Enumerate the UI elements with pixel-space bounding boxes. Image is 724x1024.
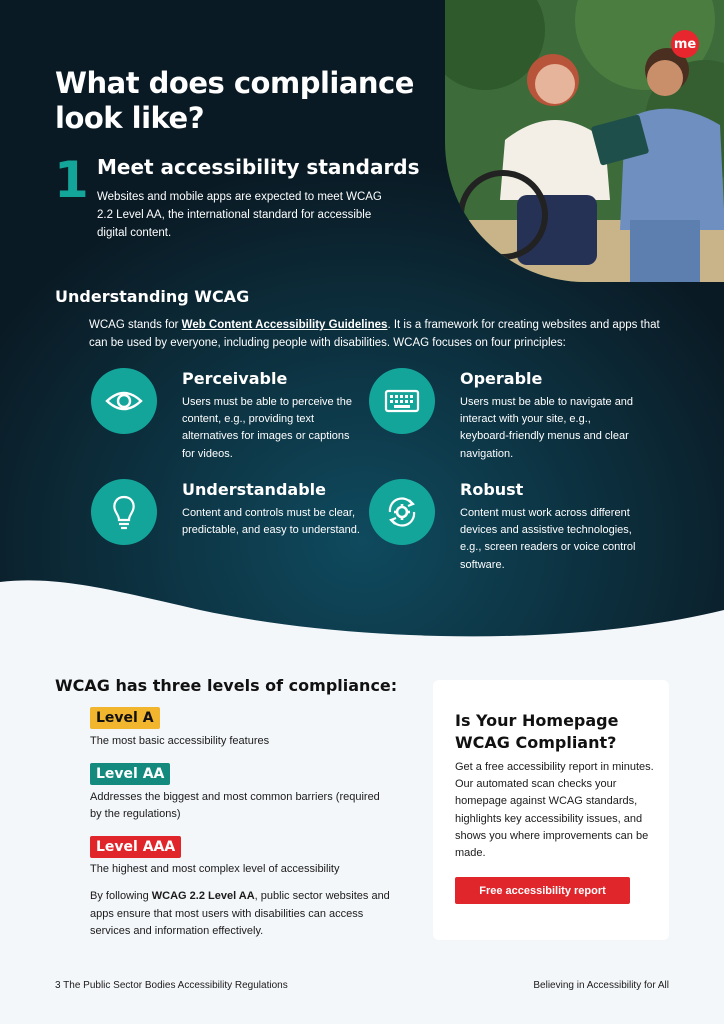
page-title: What does compliance look like? <box>55 66 414 135</box>
closing-suffix: , public sector websites and apps ensure that most users with disabilities can access services and information effectively. <box>90 890 390 937</box>
principle-title: Understandable <box>182 480 326 499</box>
eye-icon <box>91 368 157 434</box>
principle-title: Operable <box>460 369 543 388</box>
cta-body: Get a free accessibility report in minutes. Our automated scan checks your homepage against WCAG standards, highlights key accessibility issues, and shows you where improvements can be made. <box>455 761 654 860</box>
step-body: Websites and mobile apps are expected to meet WCAG 2.2 Level AA, the international standard for accessible digital content. <box>97 191 382 239</box>
step-number: 1 <box>54 151 89 209</box>
level-a-desc: The most basic accessibility features <box>90 735 270 747</box>
level-a-badge: Level A <box>90 707 160 729</box>
level-aa-badge: Level AA <box>90 763 170 785</box>
principle-desc: Content and controls must be clear, predictable, and easy to understand. <box>182 507 360 537</box>
section-intro <box>89 316 669 352</box>
level-aa-desc: Addresses the biggest and most common barriers (required by the regulations) <box>90 791 380 820</box>
footer-tagline: Believing in Accessibility for All <box>533 980 669 991</box>
closing-prefix: By following <box>90 890 152 902</box>
gear-refresh-icon <box>369 479 435 545</box>
closing-paragraph <box>90 888 400 941</box>
principle-title: Robust <box>460 480 524 499</box>
wcag-link[interactable]: Web Content Accessibility Guidelines <box>181 319 388 331</box>
section-heading: Understanding WCAG <box>55 287 250 306</box>
cta-title: Is Your Homepage WCAG Compliant? <box>455 711 619 752</box>
level-aaa-badge: Level AAA <box>90 836 181 858</box>
footer-page-info: 3 The Public Sector Bodies Accessibility Regulations <box>55 980 288 991</box>
lightbulb-icon <box>91 479 157 545</box>
keyboard-icon <box>369 368 435 434</box>
closing-bold: WCAG 2.2 Level AA <box>151 890 255 902</box>
principle-desc: Content must work across different devices and assistive technologies, e.g., screen readers or voice control software. <box>460 507 636 571</box>
brand-logo: me <box>671 30 699 58</box>
level-aaa-desc: The highest and most complex level of accessibility <box>90 863 340 875</box>
principle-title: Perceivable <box>182 369 288 388</box>
cta-card <box>433 680 669 940</box>
intro-suffix: . It is a framework for creating websites and apps that can be used by everyone, including people with disabilities. WCAG focuses on four principles: <box>89 319 660 349</box>
principle-desc: Users must be able to perceive the content, e.g., providing text alternatives for images or captions for videos. <box>182 396 352 460</box>
step-title: Meet accessibility standards <box>97 155 420 179</box>
free-report-button[interactable]: Free accessibility report <box>455 877 630 904</box>
levels-heading: WCAG has three levels of compliance: <box>55 676 398 695</box>
principle-desc: Users must be able to navigate and interact with your site, e.g., keyboard-friendly menus and clear navigation. <box>460 396 634 460</box>
intro-prefix: WCAG stands for <box>89 319 182 331</box>
